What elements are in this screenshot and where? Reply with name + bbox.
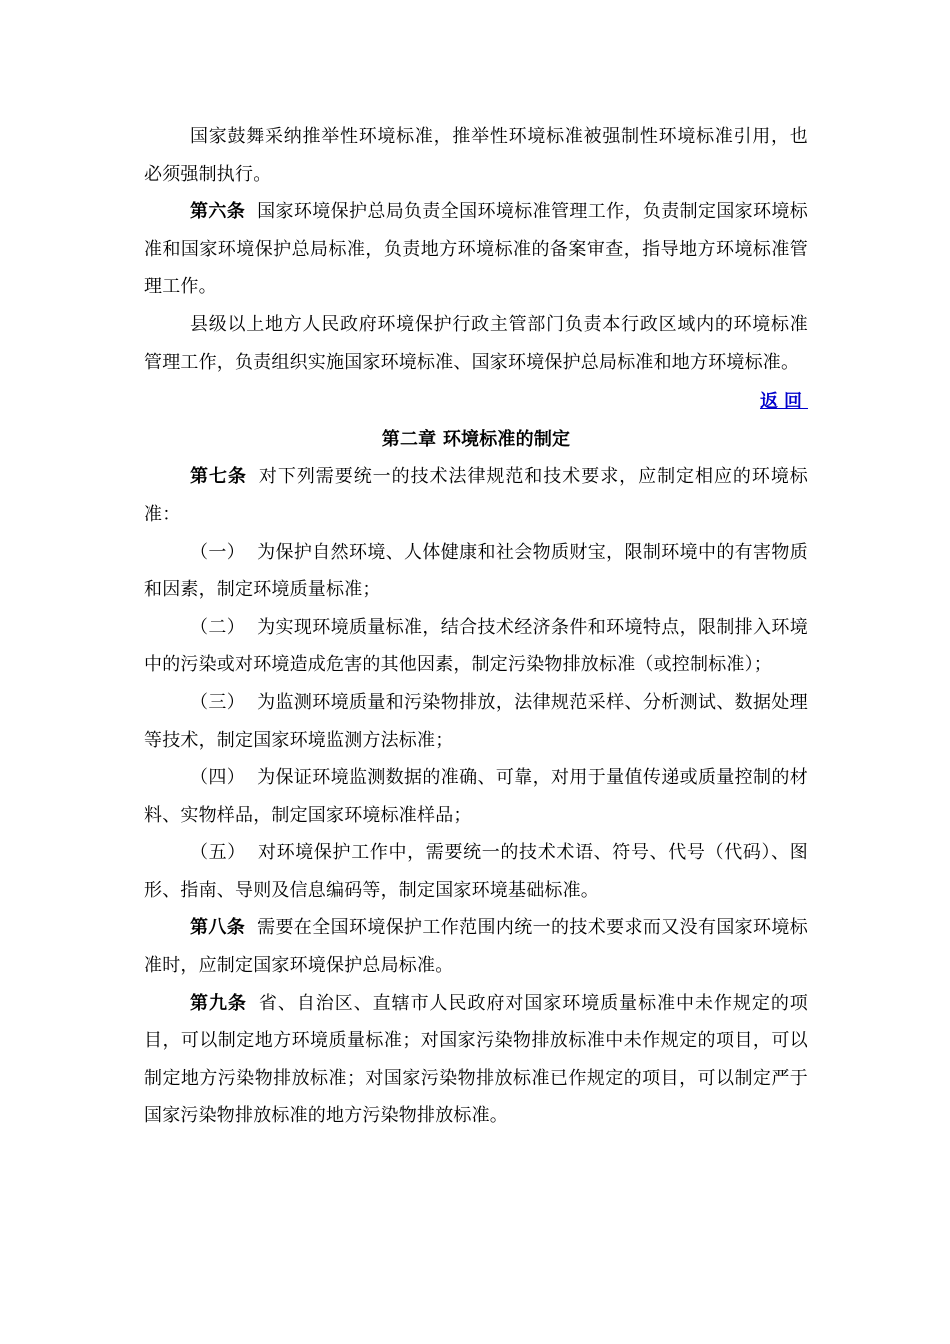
- item-text: 为实现环境质量标准，结合技术经济条件和环境特点，限制排入环境中的污染或对环境造成危害的其他因素，制定污染物排放标准（或控制标准）；: [144, 616, 808, 676]
- item-number: （三）: [190, 691, 246, 713]
- item-text: 为保护自然环境、人体健康和社会物质财宝，限制环境中的有害物质和因素，制定环境质量标准；: [144, 541, 808, 601]
- item-number: （一）: [190, 541, 246, 563]
- paragraph-text: 县级以上地方人民政府环境保护行政主管部门负责本行政区域内的环境标准管理工作，负责组织实施国家环境标准、国家环境保护总局标准和地方环境标准。: [144, 313, 808, 373]
- article-label: 第九条: [190, 992, 247, 1014]
- item-number: （二）: [190, 616, 246, 638]
- item-text: 为监测环境质量和污染物排放，法律规范采样、分析测试、数据处理等技术，制定国家环境监测方法标准；: [144, 691, 808, 751]
- article-text: 省、自治区、直辖市人民政府对国家环境质量标准中未作规定的项目，可以制定地方环境质量标准；对国家污染物排放标准中未作规定的项目，可以制定地方污染物排放标准；对国家污染物排放标准已作规定的项目，可以制定严于国家污染物排放标准的地方污染物排放标准。: [144, 992, 808, 1127]
- list-item: [144, 759, 808, 834]
- list-item: [144, 834, 808, 909]
- paragraph-recommended-standards: [144, 118, 808, 193]
- article-text: 国家环境保护总局负责全国环境标准管理工作，负责制定国家环境标准和国家环境保护总局标准，负责地方环境标准的备案审查，指导地方环境标准管理工作。: [144, 201, 808, 298]
- item-text: 对环境保护工作中，需要统一的技术术语、符号、代号（代码）、图形、指南、导则及信息编码等，制定国家环境基础标准。: [144, 842, 808, 901]
- list-item: [144, 534, 808, 609]
- item-text: 为保证环境监测数据的准确、可靠，对用于量值传递或质量控制的材料、实物样品，制定国家环境标准样品；: [144, 767, 808, 826]
- document-page: [144, 118, 808, 1135]
- paragraph-text: 国家鼓舞采纳推举性环境标准，推举性环境标准被强制性环境标准引用，也必须强制执行。: [144, 126, 808, 185]
- article-6: [144, 193, 808, 306]
- article-label: 第七条: [190, 466, 247, 488]
- article-7: [144, 458, 808, 533]
- return-link[interactable]: 返回: [760, 391, 808, 413]
- chapter-title: 第二章 环境标准的制定: [381, 428, 571, 450]
- article-8: [144, 909, 808, 984]
- article-9: [144, 985, 808, 1135]
- article-text: 对下列需要统一的技术法律规范和技术要求，应制定相应的环境标准：: [144, 466, 808, 525]
- return-line: [144, 383, 808, 421]
- article-label: 第八条: [190, 917, 246, 939]
- article-label: 第六条: [190, 201, 246, 223]
- list-item: [144, 609, 808, 684]
- paragraph-local-management: [144, 306, 808, 381]
- item-number: （五）: [190, 842, 246, 864]
- article-text: 需要在全国环境保护工作范围内统一的技术要求而又没有国家环境标准时，应制定国家环境保护总局标准。: [144, 917, 808, 977]
- list-item: [144, 684, 808, 759]
- item-number: （四）: [190, 767, 246, 789]
